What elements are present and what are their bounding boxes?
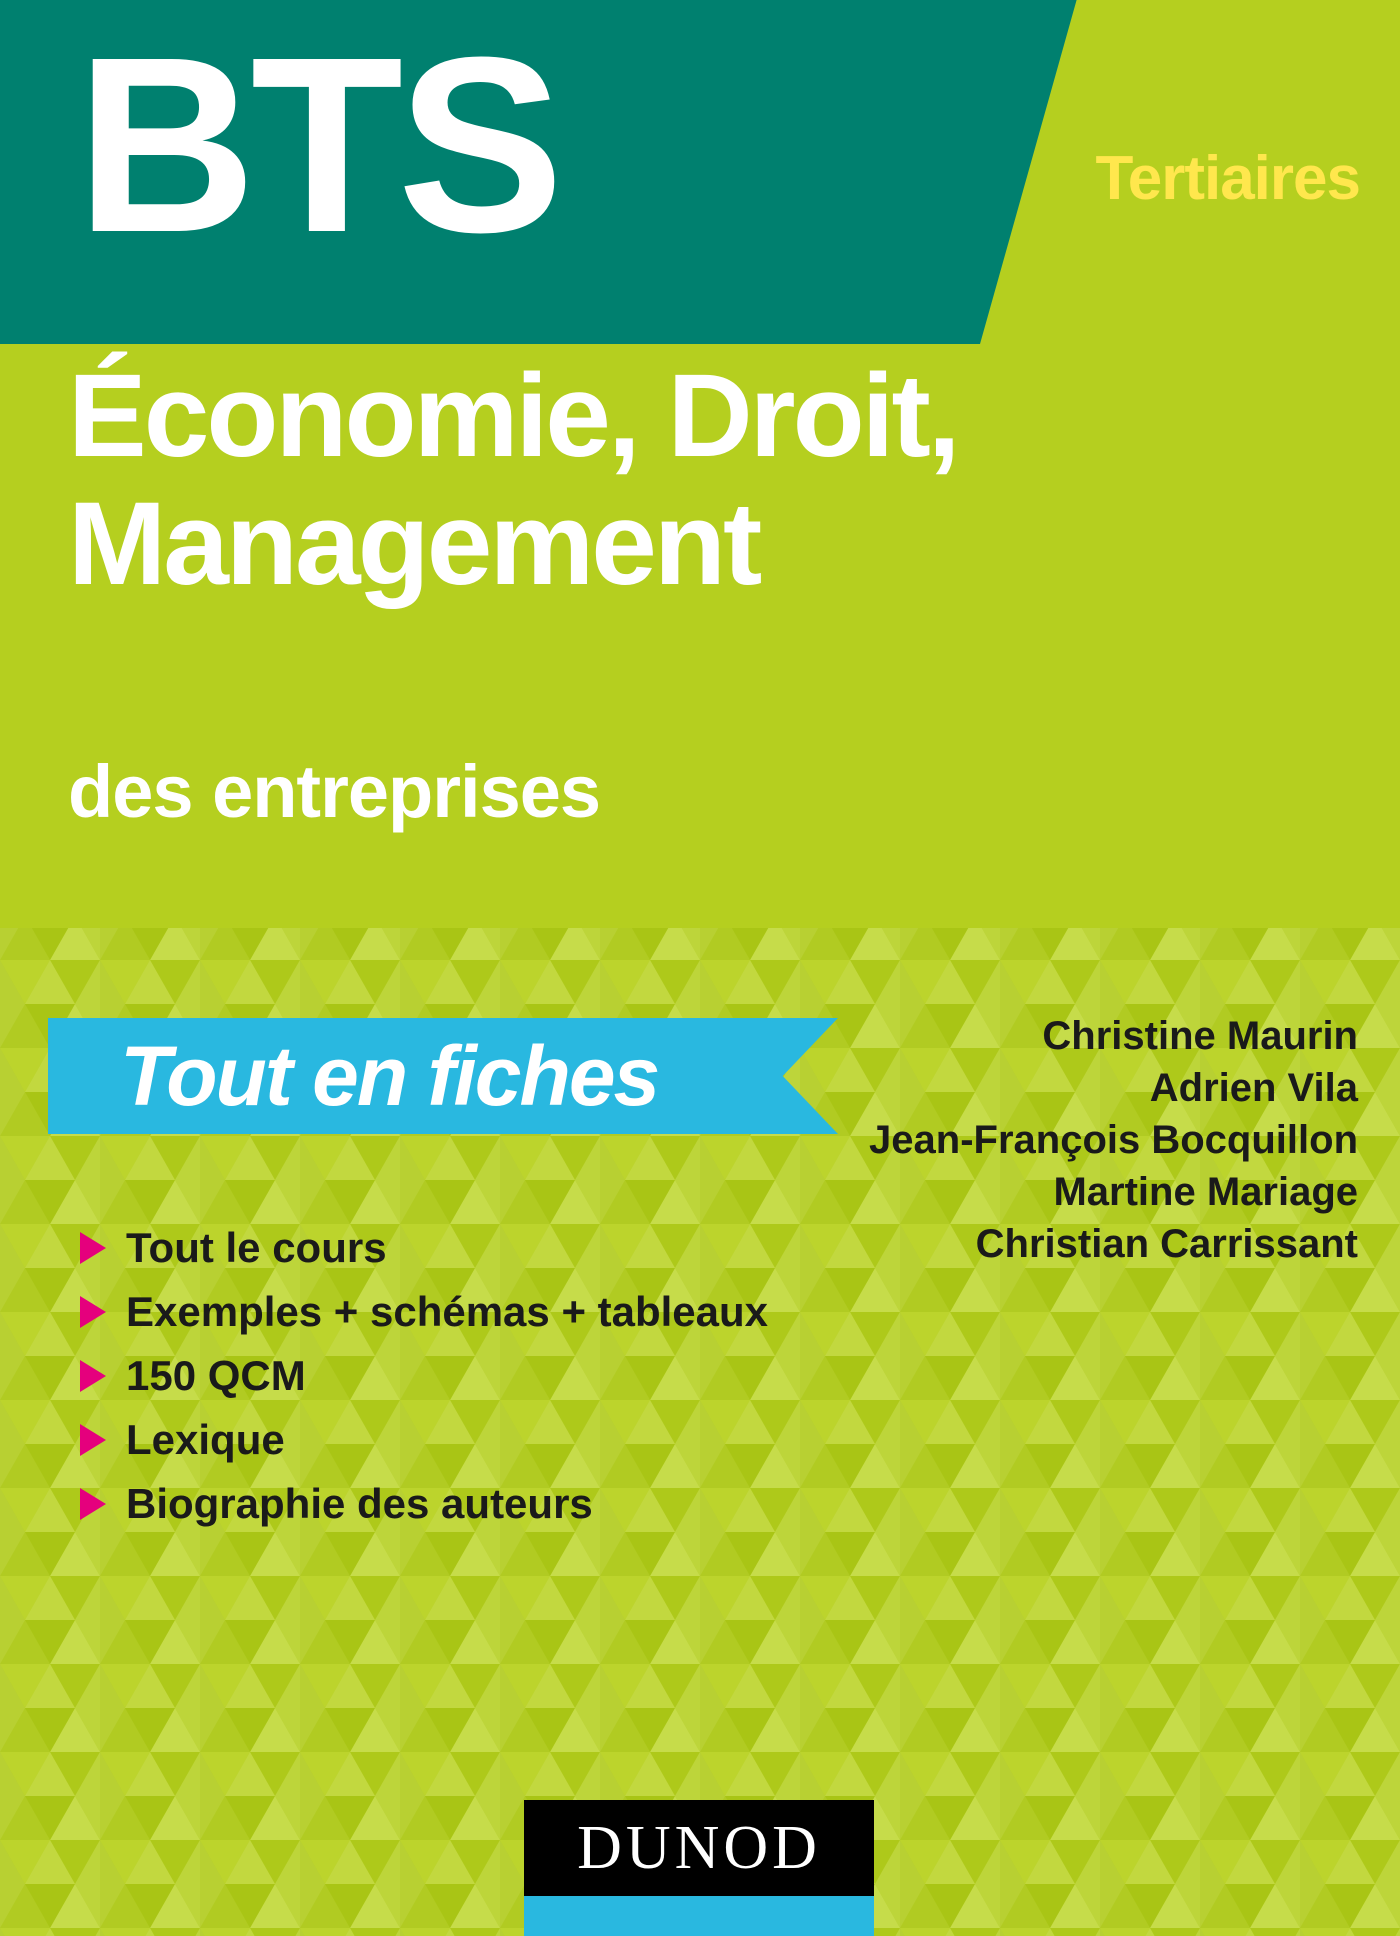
list-item bbox=[80, 1417, 840, 1463]
series-qualifier: Tertiaires bbox=[1095, 144, 1360, 213]
banner-label: Tout en fiches bbox=[120, 1029, 659, 1123]
feature-label: Tout le cours bbox=[126, 1224, 387, 1271]
author-name: Christian Carrissant bbox=[975, 1222, 1358, 1266]
publisher-accent-strip bbox=[524, 1896, 874, 1936]
triangle-right-icon bbox=[80, 1232, 106, 1264]
list-item bbox=[80, 1289, 840, 1335]
feature-list bbox=[80, 1225, 840, 1545]
feature-label: Lexique bbox=[126, 1416, 285, 1463]
list-item bbox=[80, 1481, 840, 1527]
title-line-2: Management bbox=[68, 478, 760, 610]
publisher-name: DUNOD bbox=[577, 1814, 821, 1882]
series-logo: BTS bbox=[76, 5, 558, 284]
triangle-right-icon bbox=[80, 1360, 106, 1392]
triangle-right-icon bbox=[80, 1488, 106, 1520]
author-name: Christine Maurin bbox=[1042, 1014, 1358, 1058]
page-subtitle: des entreprises bbox=[68, 750, 601, 833]
title-line-1: Économie, Droit, bbox=[68, 350, 958, 482]
triangle-right-icon bbox=[80, 1296, 106, 1328]
author-name: Adrien Vila bbox=[1149, 1066, 1358, 1110]
triangle-right-icon bbox=[80, 1424, 106, 1456]
author-list bbox=[869, 1010, 1358, 1270]
author-name: Jean-François Bocquillon bbox=[869, 1118, 1358, 1162]
publisher-logo bbox=[524, 1800, 874, 1896]
page-title bbox=[68, 352, 1338, 608]
list-item bbox=[80, 1353, 840, 1399]
list-item bbox=[80, 1225, 840, 1271]
feature-label: 150 QCM bbox=[126, 1352, 306, 1399]
feature-label: Exemples + schémas + tableaux bbox=[126, 1288, 769, 1335]
author-name: Martine Mariage bbox=[1053, 1170, 1358, 1214]
feature-label: Biographie des auteurs bbox=[126, 1480, 593, 1527]
series-band bbox=[0, 0, 1400, 344]
